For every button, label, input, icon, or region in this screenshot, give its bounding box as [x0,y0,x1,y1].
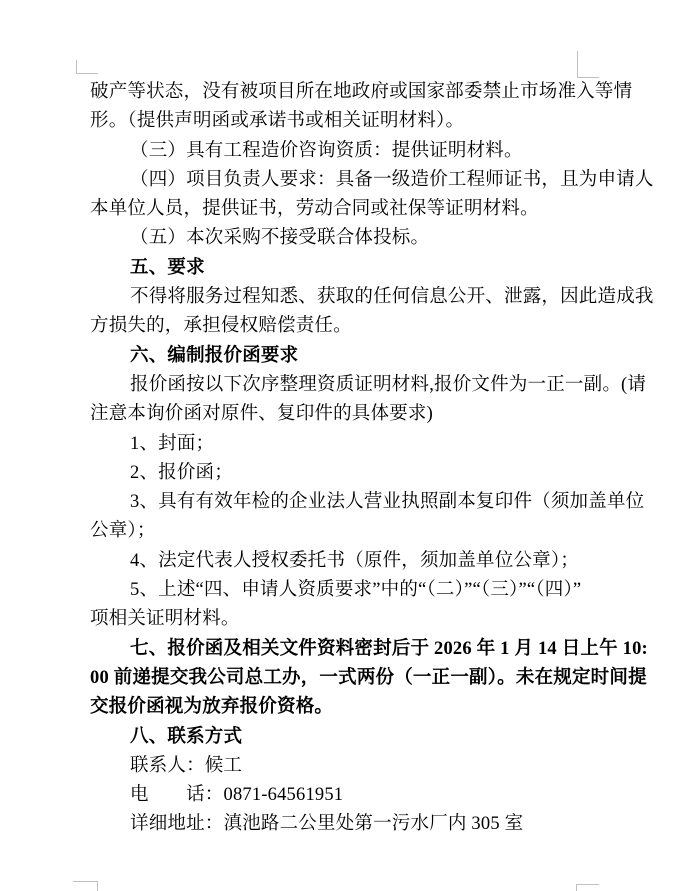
text-line: 3、具有有效年检的企业法人营业执照副本复印件（须加盖单位 [130,492,645,513]
text-line: 七、报价函及相关文件资料密封后于 2026 年 1 月 14 日上午 10: [130,638,648,659]
text-line: 方损失的，承担侵权赔偿责任。 [90,316,352,337]
document-text-block [90,78,654,840]
text-line: 本单位人员，提供证书，劳动合同或社保等证明材料。 [90,199,539,220]
text-line: 注意本询价函对原件、复印件的具体要求) [90,404,433,425]
text-line: 报价函按以下次序整理资质证明材料,报价文件为一正一副。(请 [130,374,647,395]
text-line: 联系人：候工 [130,755,243,776]
text-line: 五、要求 [130,257,205,278]
crop-mark-top-right [577,51,599,78]
text-line: 八、联系方式 [130,726,243,747]
text-line: 形。（提供声明函或承诺书或相关证明材料）。 [90,111,465,132]
text-line: 电 话：0871-64561951 [130,785,344,806]
text-line: 六、编制报价函要求 [130,345,299,366]
text-line: （四）项目负责人要求：具备一级造价工程师证书，且为申请人 [130,169,654,190]
text-line: 2、报价函； [130,462,233,483]
text-line: 详细地址：滇池路二公里处第一污水厂内 305 室 [130,814,524,835]
text-line: 1、封面； [130,433,215,454]
text-line: 交报价函视为放弃报价资格。 [90,697,334,718]
crop-mark-top-left [76,60,98,74]
text-line: 项相关证明材料。 [90,609,240,630]
text-line: 不得将服务过程知悉、获取的任何信息公开、泄露，因此造成我 [130,287,654,308]
text-line: 破产等状态，没有被项目所在地政府或国家部委禁止市场准入等情 [90,82,633,102]
text-line: 00 前递提交我公司总工办，一式两份（一正一副）。未在规定时间提 [90,667,647,688]
text-line: （五）本次采购不接受联合体投标。 [130,228,430,249]
text-line: 4、法定代表人授权委托书（原件，须加盖单位公章）； [130,550,580,571]
text-line: 5、上述“四、申请人资质要求”中的“（二）”“（三）”“（四）” [130,580,582,601]
crop-mark-bottom-left [73,881,98,891]
text-line: （三）具有工程造价咨询资质：提供证明材料。 [130,140,523,161]
text-line: 公章）； [90,521,156,542]
crop-mark-bottom-right [576,884,599,891]
